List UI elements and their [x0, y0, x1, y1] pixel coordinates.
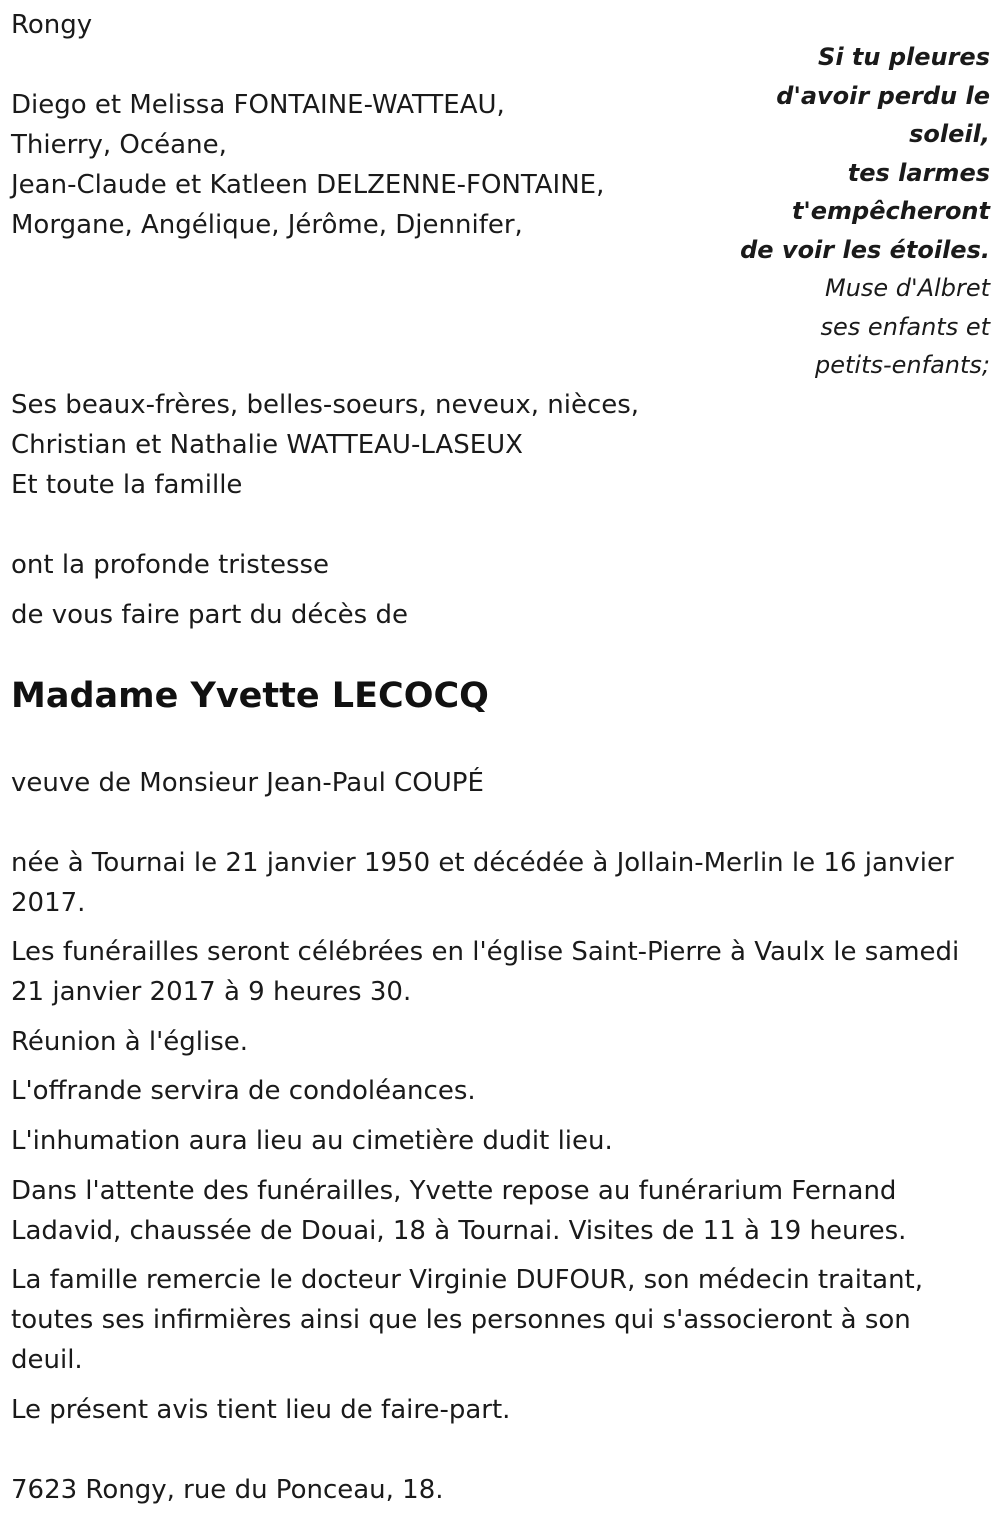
extended-family-line-1: Ses beaux-frères, belles-soeurs, neveux, nièces,	[11, 390, 640, 420]
quote-line-4: tes larmes	[847, 158, 990, 187]
quote-line-5: t'empêcheront	[791, 197, 990, 225]
quote-line-3: soleil,	[909, 120, 990, 148]
quote-attribution-1: Muse d'Albret	[824, 274, 990, 302]
notice-text: Le présent avis tient lieu de faire-part.	[11, 1395, 511, 1425]
family-line-1: Diego et Melissa FONTAINE-WATTEAU,	[11, 90, 505, 120]
extended-family-line-3: Et toute la famille	[11, 470, 243, 500]
locality-header: Rongy	[11, 10, 93, 40]
birth-death-text: née à Tournai le 21 janvier 1950 et décédée à Jollain-Merlin le 16 janvier 2017.	[11, 848, 954, 918]
widow-of: veuve de Monsieur Jean-Paul COUPÉ	[11, 768, 484, 798]
announcement-line-2: de vous faire part du décès de	[11, 600, 408, 630]
poem-quote	[690, 38, 990, 385]
quote-attribution-2: ses enfants et	[820, 312, 990, 341]
thanks-text: La famille remercie le docteur Virginie DUFOUR, son médecin traitant, toutes ses infirmières ainsi que les personnes qui s'associeront à son deuil.	[11, 1265, 924, 1375]
offering-text: L'offrande servira de condoléances.	[11, 1076, 476, 1106]
address-text: 7623 Rongy, rue du Ponceau, 18.	[11, 1475, 444, 1505]
funeral-text: Les funérailles seront célébrées en l'église Saint-Pierre à Vaulx le samedi 21 janvier 2017 à 9 heures 30.	[11, 937, 960, 1007]
family-line-4: Morgane, Angélique, Jérôme, Djennifer,	[11, 210, 523, 240]
announcement-line-1: ont la profonde tristesse	[11, 550, 330, 580]
burial-text: L'inhumation aura lieu au cimetière dudit lieu.	[11, 1126, 613, 1156]
quote-line-2: d'avoir perdu le	[776, 81, 990, 110]
extended-family-line-2: Christian et Nathalie WATTEAU-LASEUX	[11, 430, 523, 460]
quote-attribution-3: petits-enfants;	[815, 351, 990, 379]
repose-text: Dans l'attente des funérailles, Yvette repose au funérarium Fernand Ladavid, chaussée de Douai, 18 à Tournai. Visites de 11 à 19 heures.	[11, 1176, 907, 1246]
family-line-2: Thierry, Océane,	[11, 130, 227, 160]
deceased-name: Madame Yvette LECOCQ	[11, 676, 489, 716]
quote-line-1: Si tu pleures	[818, 43, 990, 71]
meeting-text: Réunion à l'église.	[11, 1027, 249, 1057]
quote-line-6: de voir les étoiles.	[740, 235, 990, 264]
family-line-3: Jean-Claude et Katleen DELZENNE-FONTAINE,	[11, 170, 605, 200]
